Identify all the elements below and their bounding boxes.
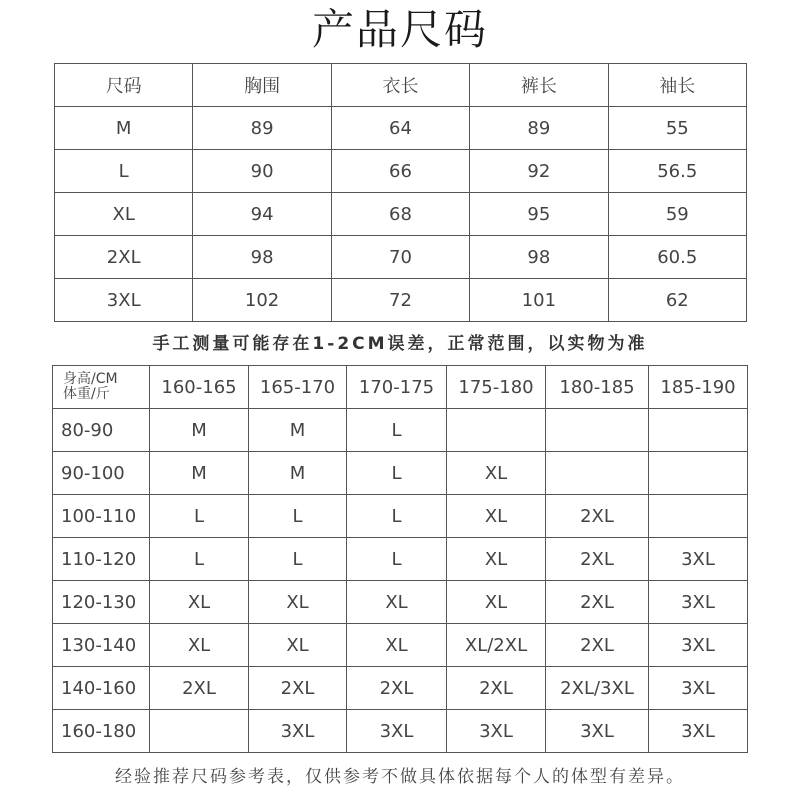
recommended-size-cell: XL (347, 624, 447, 667)
measurement-cell: 60.5 (608, 236, 746, 279)
recommended-size-cell: XL (249, 624, 347, 667)
recommended-size-cell (546, 452, 649, 495)
recommended-size-cell: 3XL (649, 581, 748, 624)
size-row (55, 279, 747, 322)
recommended-size-cell: XL (447, 538, 546, 581)
recommended-size-cell: L (249, 538, 347, 581)
recommended-size-cell: M (249, 409, 347, 452)
size-header-row (55, 64, 747, 107)
weight-range-cell: 110-120 (53, 538, 150, 581)
rec-row (53, 624, 748, 667)
measurement-cell: 59 (608, 193, 746, 236)
recommended-size-cell: XL (347, 581, 447, 624)
measurement-note: 手工测量可能存在1-2CM误差，正常范围，以实物为准 (152, 334, 648, 354)
measurement-cell: 68 (331, 193, 469, 236)
size-chart-table (54, 63, 747, 322)
measurement-cell: 89 (193, 107, 331, 150)
measurement-cell: 102 (193, 279, 331, 322)
height-weight-corner (53, 366, 150, 409)
rec-row (53, 710, 748, 753)
recommended-size-cell: 2XL (546, 495, 649, 538)
recommended-size-cell (649, 452, 748, 495)
weight-range-cell: 160-180 (53, 710, 150, 753)
recommended-size-cell: 2XL (249, 667, 347, 710)
recommended-size-cell: 2XL/3XL (546, 667, 649, 710)
size-header-cell: 衣长 (331, 64, 469, 107)
recommended-size-cell: 2XL (546, 581, 649, 624)
recommended-size-cell (649, 409, 748, 452)
measurement-cell: 101 (470, 279, 608, 322)
height-range-header: 170-175 (347, 366, 447, 409)
recommended-size-cell: 2XL (347, 667, 447, 710)
rec-row (53, 452, 748, 495)
recommended-size-cell: 2XL (546, 624, 649, 667)
size-label-cell: XL (55, 193, 193, 236)
footer-note: 经验推荐尺码参考表，仅供参考不做具体依据每个人的体型有差异。 (115, 767, 685, 787)
recommended-size-cell: XL (447, 581, 546, 624)
weight-range-cell: 100-110 (53, 495, 150, 538)
size-recommendation-table (52, 365, 748, 753)
recommended-size-cell: L (347, 452, 447, 495)
recommended-size-cell: 3XL (249, 710, 347, 753)
measurement-cell: 70 (331, 236, 469, 279)
recommended-size-cell (447, 409, 546, 452)
rec-header-row (53, 366, 748, 409)
size-header-cell: 尺码 (55, 64, 193, 107)
recommended-size-cell: 3XL (649, 538, 748, 581)
recommended-size-cell: L (150, 538, 249, 581)
measurement-cell: 66 (331, 150, 469, 193)
measurement-cell: 89 (470, 107, 608, 150)
weight-unit-label: 体重/斤 (63, 386, 110, 402)
measurement-cell: 98 (470, 236, 608, 279)
weight-range-cell: 130-140 (53, 624, 150, 667)
height-range-header: 165-170 (249, 366, 347, 409)
measurement-cell: 98 (193, 236, 331, 279)
height-unit-label: 身高/CM (63, 371, 118, 387)
height-range-header: 185-190 (649, 366, 748, 409)
recommended-size-cell: M (150, 409, 249, 452)
size-label-cell: 2XL (55, 236, 193, 279)
recommended-size-cell: 3XL (649, 624, 748, 667)
measurement-cell: 72 (331, 279, 469, 322)
size-header-cell: 袖长 (608, 64, 746, 107)
size-row (55, 236, 747, 279)
height-range-header: 160-165 (150, 366, 249, 409)
recommended-size-cell: 3XL (546, 710, 649, 753)
weight-range-cell: 140-160 (53, 667, 150, 710)
measurement-cell: 55 (608, 107, 746, 150)
measurement-cell: 56.5 (608, 150, 746, 193)
recommended-size-cell: XL/2XL (447, 624, 546, 667)
recommended-size-cell: 2XL (546, 538, 649, 581)
rec-row (53, 581, 748, 624)
recommended-size-cell: L (347, 409, 447, 452)
height-range-header: 180-185 (546, 366, 649, 409)
recommended-size-cell (546, 409, 649, 452)
recommended-size-cell (150, 710, 249, 753)
measurement-cell: 62 (608, 279, 746, 322)
recommended-size-cell: XL (150, 624, 249, 667)
recommended-size-cell: 2XL (150, 667, 249, 710)
rec-row (53, 495, 748, 538)
measurement-cell: 90 (193, 150, 331, 193)
recommended-size-cell: XL (249, 581, 347, 624)
height-range-header: 175-180 (447, 366, 546, 409)
recommended-size-cell: M (249, 452, 347, 495)
recommended-size-cell: L (249, 495, 347, 538)
size-label-cell: M (55, 107, 193, 150)
recommended-size-cell: 3XL (447, 710, 546, 753)
recommended-size-cell: M (150, 452, 249, 495)
size-row (55, 193, 747, 236)
measurement-cell: 64 (331, 107, 469, 150)
size-label-cell: 3XL (55, 279, 193, 322)
recommended-size-cell: XL (150, 581, 249, 624)
recommended-size-cell: XL (447, 452, 546, 495)
weight-range-cell: 120-130 (53, 581, 150, 624)
recommended-size-cell: XL (447, 495, 546, 538)
recommended-size-cell: 3XL (649, 667, 748, 710)
recommended-size-cell: 2XL (447, 667, 546, 710)
recommended-size-cell: 3XL (347, 710, 447, 753)
recommended-size-cell (649, 495, 748, 538)
measurement-cell: 95 (470, 193, 608, 236)
recommended-size-cell: L (347, 495, 447, 538)
size-label-cell: L (55, 150, 193, 193)
size-header-cell: 裤长 (470, 64, 608, 107)
measurement-cell: 92 (470, 150, 608, 193)
recommended-size-cell: 3XL (649, 710, 748, 753)
recommended-size-cell: L (347, 538, 447, 581)
rec-row (53, 409, 748, 452)
size-row (55, 150, 747, 193)
size-row (55, 107, 747, 150)
weight-range-cell: 80-90 (53, 409, 150, 452)
page-title: 产品尺码 (311, 5, 488, 54)
weight-range-cell: 90-100 (53, 452, 150, 495)
measurement-cell: 94 (193, 193, 331, 236)
size-header-cell: 胸围 (193, 64, 331, 107)
recommended-size-cell: L (150, 495, 249, 538)
rec-row (53, 667, 748, 710)
rec-row (53, 538, 748, 581)
